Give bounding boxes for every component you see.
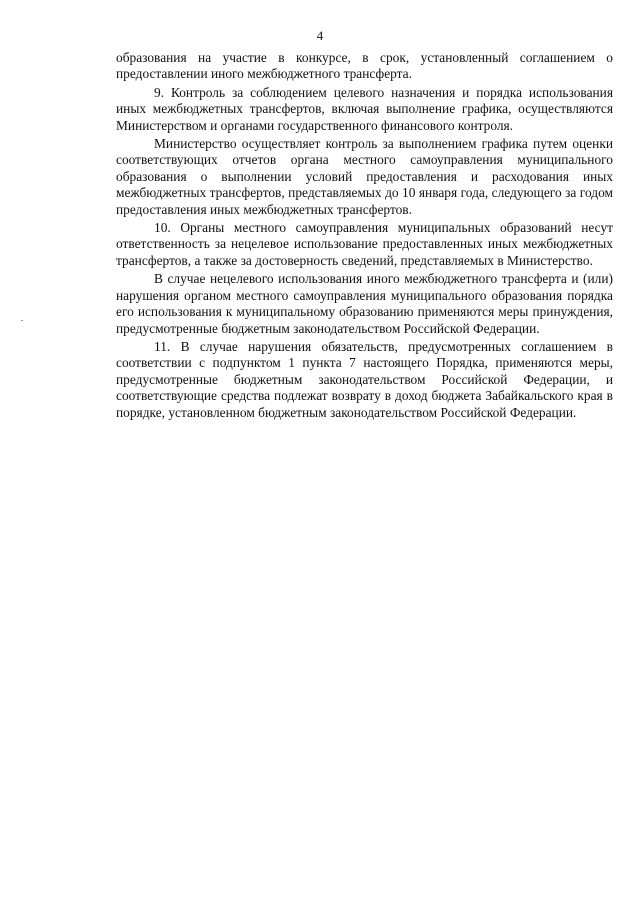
- paragraph-item-9: 9. Контроль за соблюдением целевого назначения и порядка использования иных межбюджетных трансфертов, включая выполнение графика, осуществляются Министерством и органами государственного финансового контроля.: [116, 84, 613, 133]
- paragraph-item-11: 11. В случае нарушения обязательств, предусмотренных соглашением в соответствии с подпунктом 1 пункта 7 настоящего Порядка, применяются меры, предусмотренные бюджетным законодательством Российской Федерации, и соответствующие средства подлежат возврату в доход бюджета Забайкальского края в порядке, установленном бюджетным законодательством Российской Федерации.: [116, 338, 613, 420]
- paragraph-misuse-measures: В случае нецелевого использования иного межбюджетного трансферта и (или) нарушения органом местного самоуправления муниципального образования порядка его использования к муниципальному образованию применяются меры принуждения, предусмотренные бюджетным законодательством Российской Федерации.: [116, 271, 613, 336]
- document-body: [116, 50, 613, 421]
- paragraph-control-schedule: Министерство осуществляет контроль за выполнением графика путем оценки соответствующих отчетов органа местного самоуправления муниципального образования о выполнении условий предоставления и расходования иных межбюджетных трансфертов, представляемых до 10 января года, следующего за годом предоставления иных межбюджетных трансфертов.: [116, 136, 613, 217]
- paragraph-continuation: образования на участие в конкурсе, в срок, установленный соглашением о предоставлении иного межбюджетного трансферта.: [116, 50, 613, 82]
- page-number: 4: [316, 28, 324, 43]
- paragraph-item-10: 10. Органы местного самоуправления муниципальных образований несут ответственность за нецелевое использование предоставленных иных межбюджетных трансфертов, а также за достоверность сведений, представляемых в Министерство.: [116, 220, 613, 268]
- margin-mark: [21, 320, 23, 321]
